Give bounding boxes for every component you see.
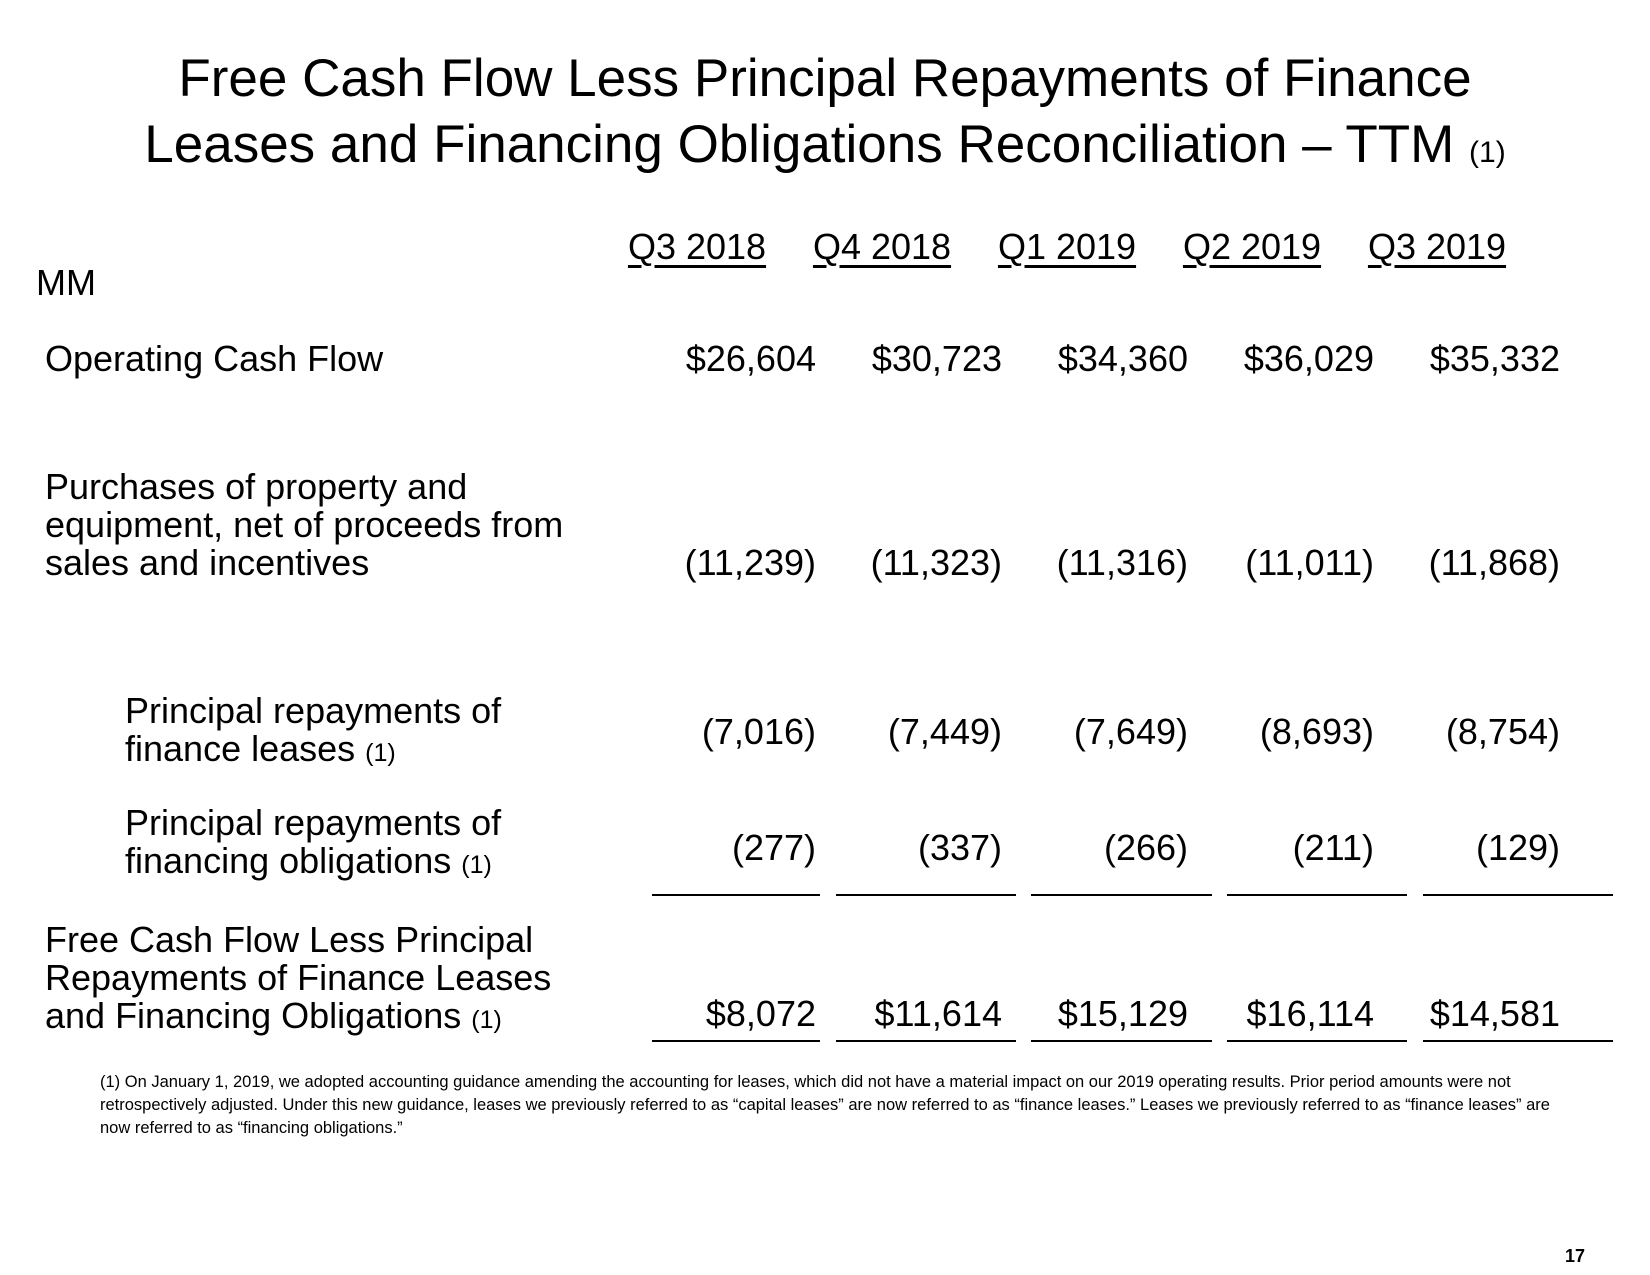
value-free-cash-flow-q2-2019: $16,114: [1246, 993, 1374, 1034]
label-line-text: and Financing Obligations: [45, 995, 462, 1036]
units-label: MM: [36, 262, 96, 303]
title-line-2-text: Leases and Financing Obligations Reconciliation – TTM: [144, 115, 1455, 174]
column-header-q4-2018: Q4 2018: [812, 226, 952, 267]
value-purchases-q3-2018: (11,239): [684, 542, 816, 583]
subtotal-rule: [1031, 894, 1212, 896]
label-line-text: financing obligations: [125, 840, 452, 881]
label-line: [125, 730, 501, 772]
value-financing-obligations-q4-2018: (337): [917, 827, 1002, 868]
value-finance-leases-q3-2019: (8,754): [1445, 711, 1560, 752]
value-purchases-q3-2019: (11,868): [1428, 542, 1560, 583]
value-finance-leases-q4-2018: (7,449): [887, 711, 1002, 752]
label-line: Free Cash Flow Less Principal: [45, 919, 534, 960]
value-finance-leases-q3-2018: (7,016): [701, 711, 816, 752]
value-operating-cash-flow-q1-2019: $34,360: [1057, 338, 1188, 379]
label-line: [45, 997, 551, 1039]
value-financing-obligations-q3-2018: (277): [731, 827, 816, 868]
total-rule: [1423, 1040, 1613, 1042]
value-free-cash-flow-q3-2019: $14,581: [1429, 993, 1560, 1034]
column-header-q2-2019: Q2 2019: [1182, 226, 1322, 267]
page-number: 17: [1565, 1246, 1586, 1266]
value-free-cash-flow-q3-2018: $8,072: [705, 993, 816, 1034]
total-rule: [836, 1040, 1016, 1042]
title-note-ref: (1): [1469, 136, 1506, 169]
column-header-q1-2019: Q1 2019: [997, 226, 1137, 267]
value-operating-cash-flow-q2-2019: $36,029: [1243, 338, 1374, 379]
value-operating-cash-flow-q3-2019: $35,332: [1429, 338, 1560, 379]
row-label-principal-repayments-finance-leases: [125, 692, 501, 772]
label-line: Principal repayments of: [125, 690, 502, 731]
label-line: [125, 842, 501, 884]
total-rule: [652, 1040, 820, 1042]
subtotal-rule: [1227, 894, 1407, 896]
note-ref: (1): [365, 739, 396, 767]
value-finance-leases-q1-2019: (7,649): [1073, 711, 1188, 752]
column-header-q3-2019: Q3 2019: [1367, 226, 1507, 267]
footnote: [100, 1071, 1550, 1140]
subtotal-rule: [652, 894, 820, 896]
subtotal-rule: [1423, 894, 1613, 896]
value-financing-obligations-q1-2019: (266): [1103, 827, 1188, 868]
label-line: sales and incentives: [45, 542, 370, 583]
value-operating-cash-flow-q4-2018: $30,723: [871, 338, 1002, 379]
value-financing-obligations-q2-2019: (211): [1292, 827, 1374, 868]
label-line: Repayments of Finance Leases: [45, 957, 552, 998]
subtotal-rule: [836, 894, 1016, 896]
footnote-ref: (1): [100, 1073, 121, 1091]
value-purchases-q2-2019: (11,011): [1245, 542, 1374, 583]
row-label-operating-cash-flow: [45, 340, 383, 378]
label-line: Purchases of property and: [45, 466, 468, 507]
label-line: equipment, net of proceeds from: [45, 504, 564, 545]
note-ref: (1): [471, 1006, 502, 1034]
value-free-cash-flow-q1-2019: $15,129: [1057, 993, 1188, 1034]
row-label-purchases-property-equipment: [45, 468, 563, 582]
value-financing-obligations-q3-2019: (129): [1475, 827, 1560, 868]
row-label-free-cash-flow-less-repayments: [45, 921, 551, 1039]
row-label-principal-repayments-financing-obligations: [125, 804, 501, 884]
value-purchases-q4-2018: (11,323): [870, 542, 1002, 583]
value-operating-cash-flow-q3-2018: $26,604: [685, 338, 816, 379]
total-rule: [1227, 1040, 1407, 1042]
label-line-text: finance leases: [125, 728, 356, 769]
title-line-2: [0, 112, 1650, 186]
title-line-1: Free Cash Flow Less Principal Repayments of Finance: [178, 49, 1472, 108]
footnote-text: On January 1, 2019, we adopted accounting guidance amending the accounting for leases, which did not have a material impact on our 2019 operating results. Prior period amounts were not retrospectively adjusted. Under this new guidance, leases we previously referred to as “capital leases” are now referred to as “finance leases.” Leases we previously referred to as “finance leases” are now referred to as “financing obligations.”: [100, 1073, 1550, 1137]
value-purchases-q1-2019: (11,316): [1056, 542, 1188, 583]
label-line: Principal repayments of: [125, 802, 502, 843]
total-rule: [1031, 1040, 1212, 1042]
column-header-q3-2018: Q3 2018: [627, 226, 767, 267]
label-line: Operating Cash Flow: [45, 338, 384, 379]
note-ref: (1): [461, 851, 492, 879]
page-title: [0, 46, 1650, 186]
value-finance-leases-q2-2019: (8,693): [1259, 711, 1374, 752]
value-free-cash-flow-q4-2018: $11,614: [874, 993, 1002, 1034]
